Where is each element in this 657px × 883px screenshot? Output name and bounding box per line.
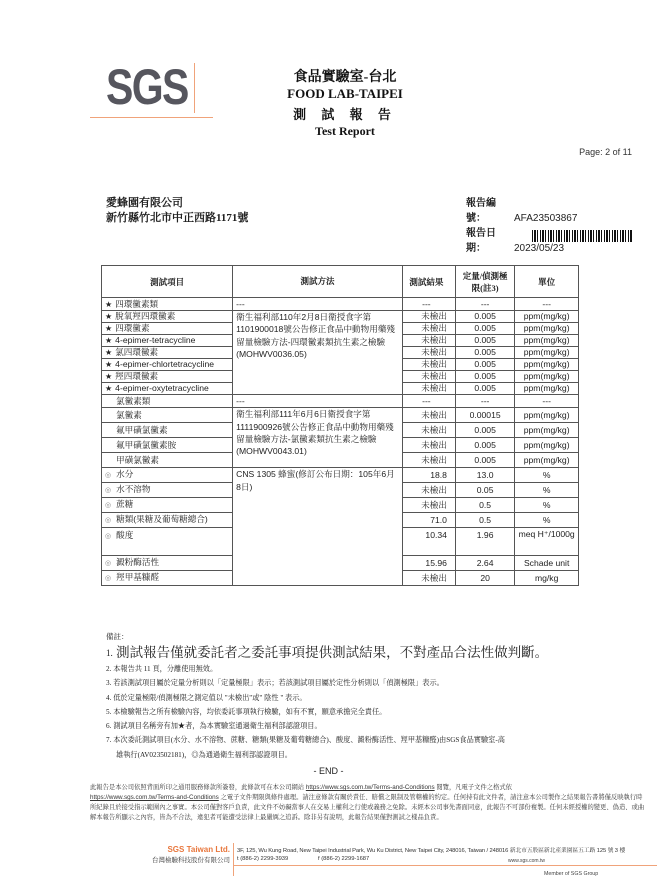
report-date-label: 報告日期： [466, 228, 496, 254]
sgs-logo: SGS [106, 59, 188, 115]
note-item: 5. 本檢驗報告之所有檢驗內容，均依委託事項執行檢驗，如有不實，願意承擔完全責任。 [106, 707, 387, 716]
terms-link[interactable]: https://www.sgs.com.tw/Terms-and-Conditions [305, 784, 435, 791]
item-name: 4-epimer-chlortetracycline [115, 359, 215, 370]
limit-cell: 0.005 [455, 371, 514, 383]
unit-cell: ppm(mg/kg) [515, 323, 579, 335]
result-cell: 未檢出 [402, 335, 455, 347]
terms-link[interactable]: https://www.sgs.com.tw/Terms-and-Conditions [90, 794, 219, 801]
limit-cell: 0.5 [455, 513, 514, 528]
limit-cell: --- [455, 298, 514, 311]
report-number-label: 報告編號： [466, 198, 496, 224]
star-icon: ★ [105, 312, 113, 322]
item-name: 水分 [116, 469, 134, 480]
footer-divider-horizontal [233, 865, 657, 866]
unit-cell: ppm(mg/kg) [515, 383, 579, 395]
notes-section [106, 631, 646, 762]
unit-cell: mg/kg [515, 571, 579, 586]
limit-cell: 0.005 [455, 335, 514, 347]
result-cell: 71.0 [402, 513, 455, 528]
method-cell: 衛生福利部111年6月6日衛授食字第1111900926號公告修正食品中動物用藥殘留量檢驗方法-氯黴素類抗生素之檢驗(MOHWV0043.01) [233, 408, 403, 468]
unit-cell: % [515, 468, 579, 483]
certified-mark-icon: ◎ [105, 502, 112, 510]
item-name: 糖類(果糖及葡萄糖總合) [116, 514, 208, 525]
lab-name-cn: 食品實驗室-台北 [293, 70, 397, 85]
star-icon: ★ [105, 324, 113, 334]
limit-cell: 1.96 [455, 528, 514, 556]
table-row [102, 298, 579, 311]
header-limit: 定量/偵測極限(註3) [455, 266, 514, 298]
notes-heading: 備註： [106, 632, 129, 641]
unit-cell: Schade unit [515, 556, 579, 571]
footer-member: Member of SGS Group [544, 871, 599, 877]
note-item: 2. 本報告共 11 頁，分離使用無效。 [106, 665, 218, 673]
report-title-cn: 測 試 報 告 [293, 107, 397, 122]
note-item: $^{1.}$ 測試報告僅就委託者之委託事項提供測試結果，不對產品合法性做判斷。 [106, 645, 549, 660]
unit-cell: ppm(mg/kg) [515, 311, 579, 323]
footer-tel: t (886-2) 2299-3939 [237, 856, 289, 862]
note-item: 7. 本次委託測試項目(水分、水不溶物、蔗糖、糖類(果糖及葡萄糖總合)、酸度、澱粉酶活性、羥甲基糠醛)由SGS食品實驗室-高 [106, 736, 505, 745]
limit-cell: 0.005 [455, 453, 514, 468]
unit-cell: --- [515, 298, 579, 311]
result-cell: 未檢出 [402, 383, 455, 395]
unit-cell: meq H⁺/1000g [515, 528, 579, 556]
unit-cell: ppm(mg/kg) [515, 371, 579, 383]
report-number: AFA23503867 [514, 213, 578, 224]
item-name: 四環黴素 [115, 323, 150, 334]
unit-cell: --- [515, 395, 579, 408]
limit-cell: 13.0 [455, 468, 514, 483]
client-address: 新竹縣竹北市中正西路1171號 [106, 212, 249, 224]
item-name: 脫氧羥四環黴素 [115, 311, 176, 322]
footer-company-cn: 台灣檢驗科技股份有限公司 [152, 857, 230, 864]
star-icon: ★ [105, 360, 113, 370]
item-name: 氯黴素 [102, 408, 233, 423]
star-icon: ★ [105, 299, 113, 309]
item-name: 水不溶物 [116, 484, 151, 495]
report-info [466, 196, 577, 256]
result-cell: 未檢出 [402, 483, 455, 498]
limit-cell: 0.005 [455, 438, 514, 453]
limit-cell: 0.005 [455, 323, 514, 335]
item-name: 4-epimer-oxytetracycline [115, 383, 209, 394]
logo-divider-vertical [194, 63, 195, 113]
note-item-continued: 雄執行(AV023502181)，◎為通過衛生福利部認證項目。 [116, 750, 292, 759]
note-item: 6. 測試項目名稱旁有加★者，為本實驗室通過衛生福利部認證項目。 [106, 722, 322, 731]
limit-cell: --- [455, 395, 514, 408]
logo-divider-horizontal [90, 117, 213, 118]
item-name: 酸度 [116, 530, 134, 541]
item-name: 蔗糖 [116, 499, 134, 510]
limit-cell: 0.005 [455, 347, 514, 359]
certified-mark-icon: ◎ [105, 560, 112, 568]
page-number: Page: 2 of 11 [579, 147, 632, 157]
result-cell: 未檢出 [402, 311, 455, 323]
unit-cell: ppm(mg/kg) [515, 423, 579, 438]
certified-mark-icon: ◎ [105, 472, 112, 480]
result-cell: 未檢出 [402, 453, 455, 468]
header-result: 測試結果 [402, 266, 455, 298]
item-name: 氟甲磺氯黴素胺 [102, 438, 233, 453]
footer-address: 3F, 125, Wu Kung Road, New Taipei Industrial Park, Wu Ku District, New Taipei City, 248016, Taiwan / 248016 新北市五股區新北產業園區五工路 125 號 3 樓 [237, 848, 626, 854]
limit-cell: 20 [455, 571, 514, 586]
result-cell: 未檢出 [402, 323, 455, 335]
result-cell: 未檢出 [402, 498, 455, 513]
header-item: 測試項目 [102, 266, 233, 298]
star-icon: ★ [105, 348, 113, 358]
limit-cell: 0.005 [455, 359, 514, 371]
item-name: 氯四環黴素 [115, 347, 159, 358]
item-name: 氟甲磺氯黴素 [102, 423, 233, 438]
table-row [102, 311, 579, 323]
unit-cell: ppm(mg/kg) [515, 438, 579, 453]
results-table [101, 265, 579, 586]
result-cell: 未檢出 [402, 571, 455, 586]
result-cell: 未檢出 [402, 359, 455, 371]
method-cell: --- [233, 395, 403, 408]
lab-name-en: FOOD LAB-TAIPEI [287, 86, 403, 101]
star-icon: ★ [105, 336, 113, 346]
table-row [102, 408, 579, 423]
star-icon: ★ [105, 372, 113, 382]
unit-cell: % [515, 498, 579, 513]
result-cell: 未檢出 [402, 347, 455, 359]
certified-mark-icon: ◎ [105, 517, 112, 525]
unit-cell: ppm(mg/kg) [515, 335, 579, 347]
star-icon: ★ [105, 384, 113, 394]
item-name: 氯黴素類 [102, 395, 233, 408]
unit-cell: ppm(mg/kg) [515, 408, 579, 423]
result-cell: 18.8 [402, 468, 455, 483]
header-method: 測試方法 [233, 266, 403, 298]
barcode [532, 230, 633, 242]
item-name: 四環黴素類 [115, 298, 159, 309]
item-name: 羥甲基糠醛 [116, 572, 160, 583]
result-cell: 未檢出 [402, 423, 455, 438]
result-cell: --- [402, 395, 455, 408]
certified-mark-icon: ◎ [105, 533, 112, 541]
unit-cell: % [515, 483, 579, 498]
note-item: 3. 若該測試項目屬於定量分析則以「定量極限」表示；若該測試項目屬於定性分析則以「偵測極限」表示。 [106, 679, 444, 688]
header-unit: 單位 [515, 266, 579, 298]
footer-company-en: SGS Taiwan Ltd. [167, 845, 230, 854]
limit-cell: 0.5 [455, 498, 514, 513]
item-name: 甲磺氯黴素 [102, 453, 233, 468]
report-date: 2023/05/23 [514, 243, 565, 254]
result-cell: 10.34 [402, 528, 455, 556]
limit-cell: 0.005 [455, 423, 514, 438]
limit-cell: 0.005 [455, 383, 514, 395]
client-name: 愛蜂園有限公司 [106, 197, 183, 209]
method-cell: --- [233, 298, 403, 311]
table-row [102, 468, 579, 483]
unit-cell: % [515, 513, 579, 528]
item-name: 澱粉酶活性 [116, 557, 160, 568]
certified-mark-icon: ◎ [105, 487, 112, 495]
footer-fax: f (886-2) 2299-1687 [318, 856, 370, 862]
end-marker: - END - [313, 766, 344, 776]
certified-mark-icon: ◎ [105, 575, 112, 583]
unit-cell: ppm(mg/kg) [515, 347, 579, 359]
note-item: 4. 低於定量極限/偵測極限之測定值以 "未檢出"或" 陰性 " 表示。 [106, 693, 307, 702]
item-name: 4-epimer-tetracycline [115, 335, 196, 346]
disclaimer: 此報告是本公司依照背面所印之通用服務條款所簽發，此條款可在本公司網站 https://www.sgs.com.tw/Terms-and-Conditions 閱覽，凡電子文件之格式依 https://www.sgs.com.tw/Terms-and-Conditions 之電子文件期限與條件處理。請注意條款有關於責任、賠償之限制及管轄權的約定。任何持有此文件者，請注意本公司製作之結果報告書將僅反映執行時所紀錄且於接受指示範圍內之事實。本公司僅對客戶負責，此文件不妨礙當事人在交易上權利之行使或義務之免除。未經本公司事先書面同意，此報告不可部份複製。任何未經授權的變更、偽造、或曲解本報告所顯示之內容，皆為不合法，違犯者可能遭受法律上最嚴厲之追訴。除非另有說明，此報告結果僅對測試之樣品負責。 [90, 784, 645, 821]
item-name: 羥四環黴素 [115, 371, 159, 382]
result-cell: 未檢出 [402, 438, 455, 453]
footer-website[interactable]: www.sgs.com.tw [508, 858, 545, 864]
unit-cell: ppm(mg/kg) [515, 453, 579, 468]
method-cell: 衛生福利部110年2月8日衛授食字第1101900018號公告修正食品中動物用藥殘留量檢驗方法-四環黴素類抗生素之檢驗(MOHWV0036.05) [233, 311, 403, 395]
method-cell: CNS 1305 蜂蜜(修訂公布日期：105年6月8日) [233, 468, 403, 586]
limit-cell: 2.64 [455, 556, 514, 571]
footer-divider-vertical [233, 843, 234, 876]
client-block [106, 196, 248, 226]
result-cell: --- [402, 298, 455, 311]
result-cell: 15.96 [402, 556, 455, 571]
limit-cell: 0.05 [455, 483, 514, 498]
result-cell: 未檢出 [402, 371, 455, 383]
result-cell: 未檢出 [402, 408, 455, 423]
limit-cell: 0.005 [455, 311, 514, 323]
table-row [102, 395, 579, 408]
table-header-row [102, 266, 579, 298]
limit-cell: 0.00015 [455, 408, 514, 423]
report-title-en: Test Report [315, 124, 375, 138]
unit-cell: ppm(mg/kg) [515, 359, 579, 371]
